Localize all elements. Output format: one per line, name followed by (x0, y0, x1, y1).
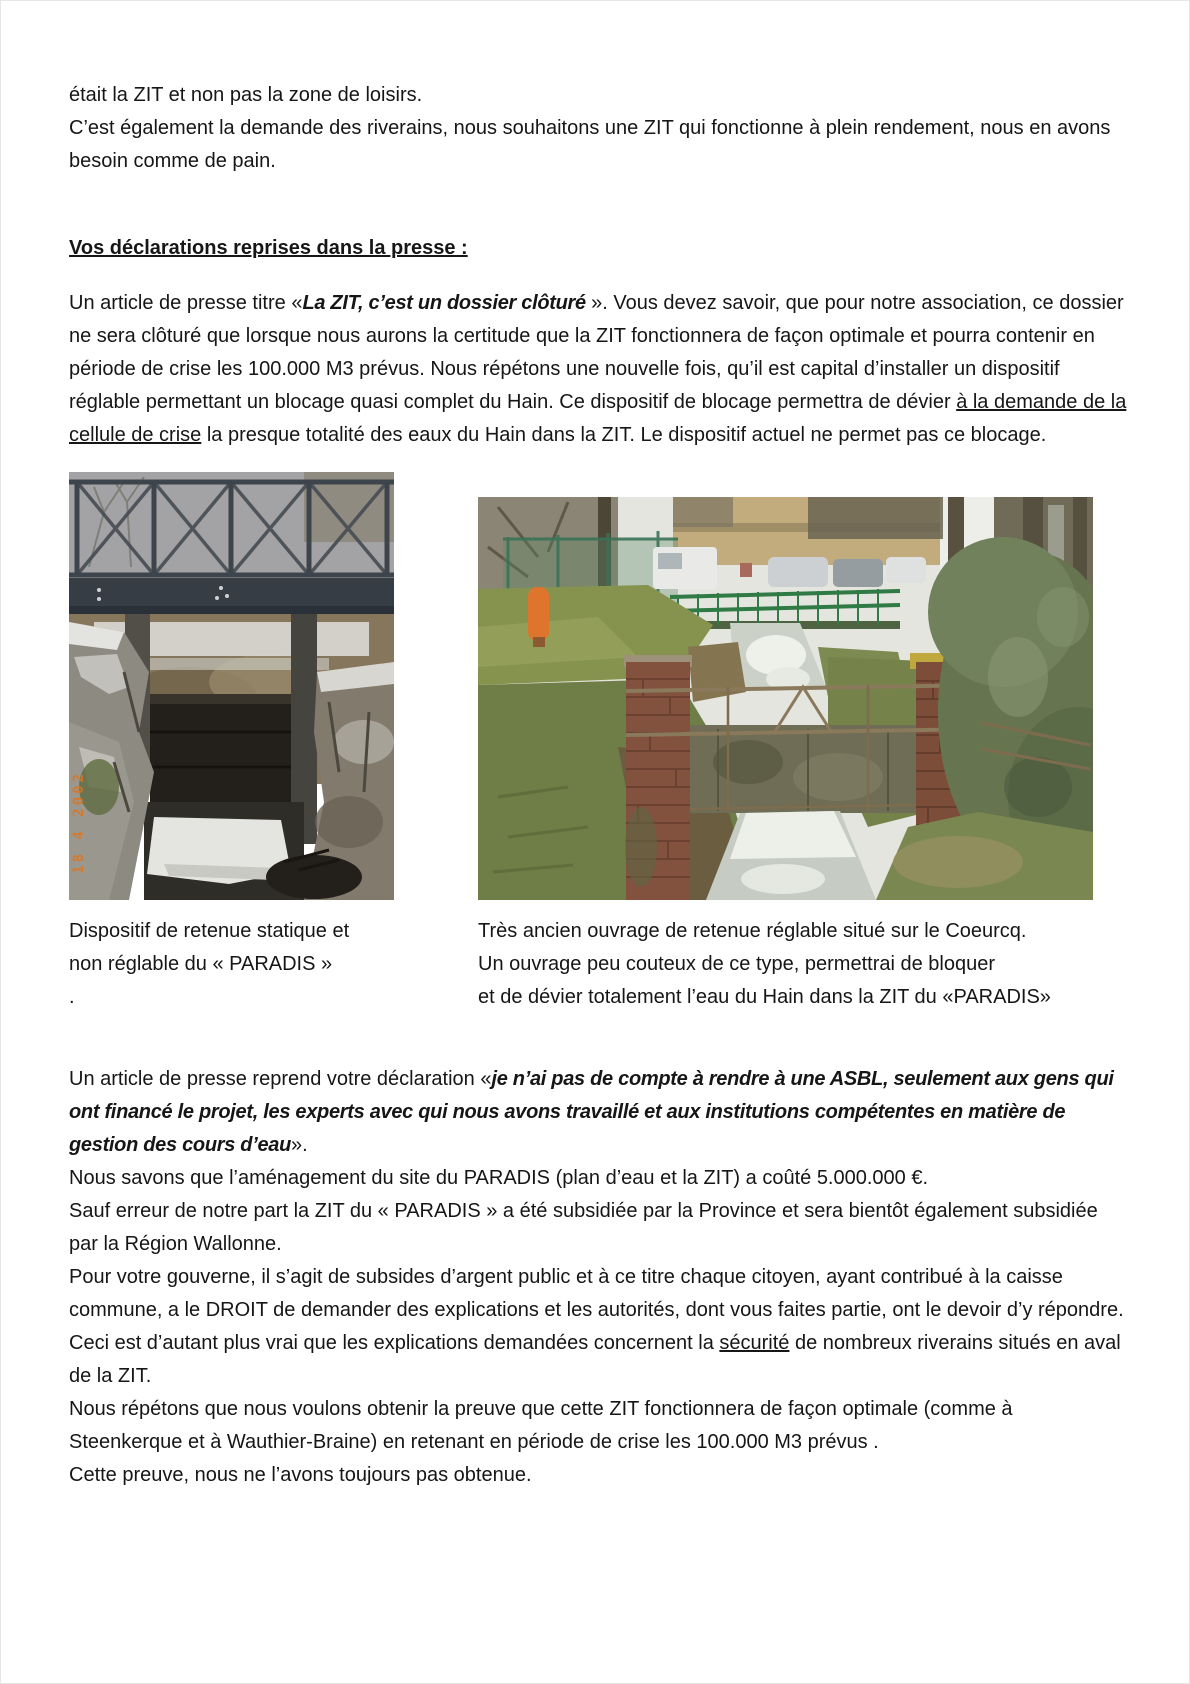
security-underlined-word: sécurité (719, 1332, 790, 1354)
paragraph-article-1 (69, 287, 1127, 452)
article1-prefix: Un article de presse titre « (69, 292, 303, 314)
captions-row (69, 915, 1127, 1014)
article1-underlined-phrase: à la demande de la cellule de crise (69, 391, 1127, 446)
paragraph-cost: Nous savons que l’aménagement du site du PARADIS (plan d’eau et la ZIT) a coûté 5.000.000 €. (69, 1167, 929, 1189)
caption-left-line-2: non réglable du « PARADIS » (69, 953, 333, 975)
article1-quote: La ZIT, c’est un dossier clôturé (302, 292, 592, 314)
article2-suffix: ». (291, 1134, 308, 1156)
photo-coeurcq-weir (478, 497, 1093, 900)
paragraph-security (69, 1327, 1127, 1393)
article1-suffix: la presque totalité des eaux du Hain dans la ZIT. Le dispositif actuel ne permet pas ce blocage. (201, 424, 1047, 446)
article2-quote: je n’ai pas de compte à rendre à une ASBL, seulement aux gens qui ont financé le projet, les experts avec qui nous avons travaillé et aux institutions compétentes en matière de gestion des cours d’eau (69, 1068, 1114, 1156)
photo-datestamp: 18 4 2002 (71, 771, 87, 874)
caption-right (478, 915, 1127, 1014)
paragraph-proof-2: Cette preuve, nous ne l’avons toujours pas obtenue. (69, 1464, 532, 1486)
article1-mid: ». Vous devez savoir, que pour notre association, ce dossier ne sera clôturé que lorsque nous aurons la certitude que la ZIT fonctionnera de façon optimale et pourra contenir en période de crise les 100.000 M3 prévus. Nous répétons une nouvelle fois, qu’il est capital d’installer un dispositif réglable permettant un blocage quasi complet du Hain. Ce dispositif de blocage permettra de dévier (69, 292, 1124, 413)
security-suffix: de nombreux riverains situés en aval de la ZIT. (69, 1332, 1121, 1387)
caption-right-line-3: et de dévier totalement l’eau du Hain dans la ZIT du «PARADIS» (478, 986, 1051, 1008)
security-prefix: Ceci est d’autant plus vrai que les explications demandées concernent la (69, 1332, 720, 1354)
photo-static-weir (69, 472, 394, 900)
caption-left (69, 915, 478, 1014)
paragraph-subsidy: Sauf erreur de notre part la ZIT du « PARADIS » a été subsidiée par la Province et sera bientôt également subsidiée par la Région Wallonne. (69, 1200, 1098, 1255)
photo-coeurcq-weir-image (478, 497, 1093, 900)
intro-line-1: était la ZIT et non pas la zone de loisirs. (69, 84, 423, 106)
caption-right-line-1: Très ancien ouvrage de retenue réglable situé sur le Coeurcq. (478, 920, 1027, 942)
photo-static-weir-image (69, 472, 394, 900)
paragraph-article-2 (69, 1063, 1127, 1162)
paragraph-public-money: Pour votre gouverne, il s’agit de subsides d’argent public et à ce titre chaque citoyen, ayant contribué à la caisse commune, a le DROIT de demander des explications et les autorités, dont vous faites partie, ont le devoir d’y répondre. (69, 1266, 1124, 1321)
caption-left-line-3: . (69, 986, 75, 1008)
caption-left-line-1: Dispositif de retenue statique et (69, 920, 350, 942)
intro-line-2: C’est également la demande des riverains, nous souhaitons une ZIT qui fonctionne à plein rendement, nous en avons besoin comme de pain. (69, 117, 1111, 172)
article2-prefix: Un article de presse reprend votre déclaration « (69, 1068, 492, 1090)
photos-row (69, 472, 1127, 900)
press-heading: Vos déclarations reprises dans la presse : (69, 237, 468, 259)
caption-right-line-2: Un ouvrage peu couteux de ce type, permettrai de bloquer (478, 953, 995, 975)
paragraph-proof: Nous répétons que nous voulons obtenir la preuve que cette ZIT fonctionnera de façon optimale (comme à Steenkerque et à Wauthier-Braine) en retenant en période de crise les 100.000 M3 prévus . (69, 1398, 1013, 1453)
